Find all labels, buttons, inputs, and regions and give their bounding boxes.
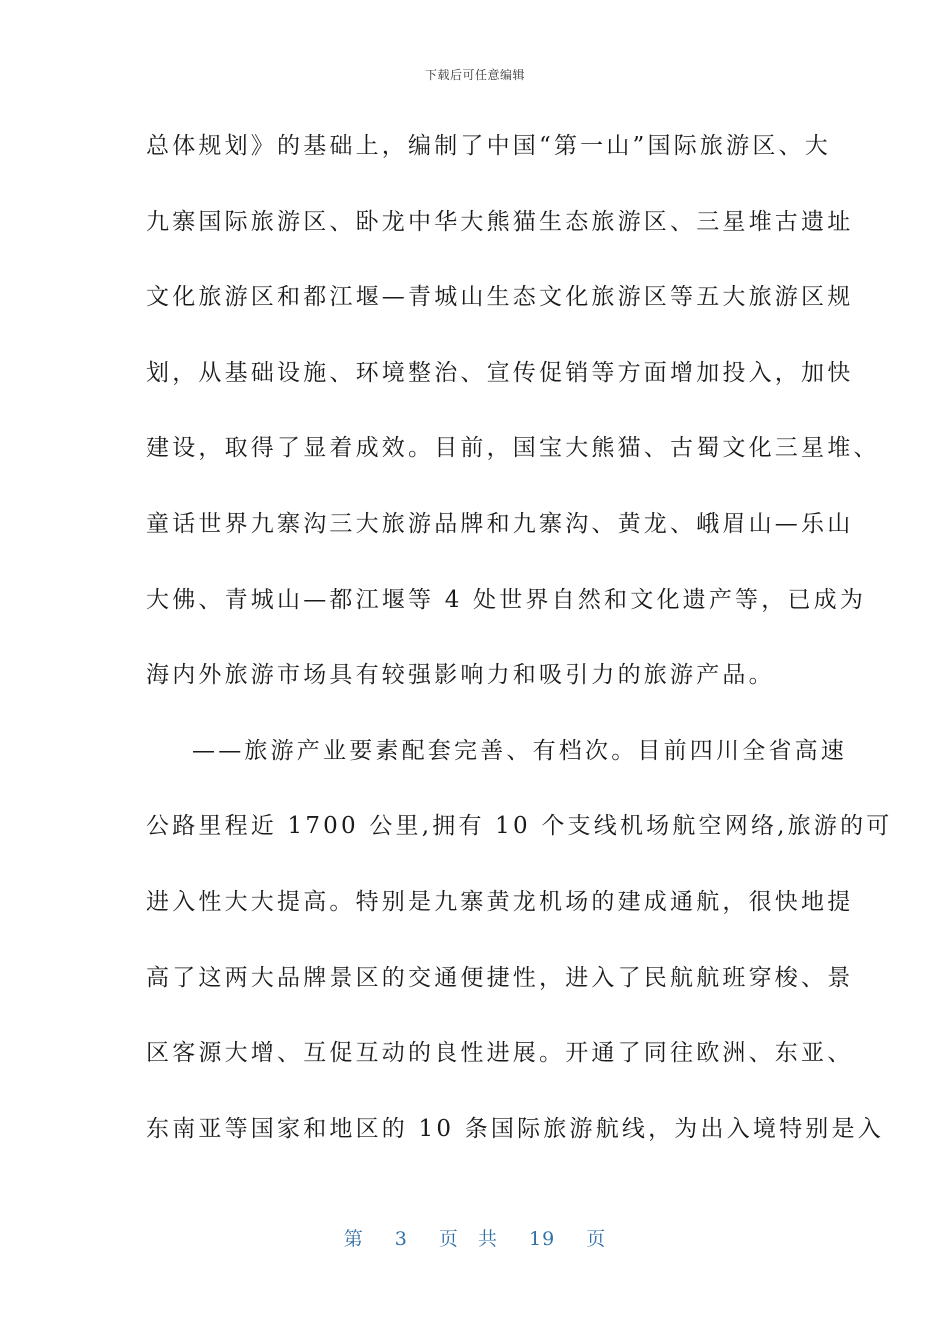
body-line-paragraph-start: ——旅游产业要素配套完善、有档次。目前四川全省高速 (192, 737, 847, 764)
body-line: 海内外旅游市场具有较强影响力和吸引力的旅游产品。 (146, 662, 775, 689)
body-line: 公路里程近 1700 公里,拥有 10 个支线机场航空网络,旅游的可 (146, 813, 893, 840)
body-line: 划，从基础设施、环境整治、宣传促销等方面增加投入，加快 (146, 359, 854, 386)
body-line: 童话世界九寨沟三大旅游品牌和九寨沟、黄龙、峨眉山—乐山 (146, 510, 854, 537)
body-line: 进入性大大提高。特别是九寨黄龙机场的建成通航，很快地提 (146, 888, 854, 915)
document-body (146, 120, 893, 1178)
body-line: 总体规划》的基础上，编制了中国“第一山”国际旅游区、大 (146, 133, 831, 159)
page-footer (0, 1224, 950, 1251)
body-line: 文化旅游区和都江堰—青城山生态文化旅游区等五大旅游区规 (146, 284, 854, 311)
body-line: 高了这两大品牌景区的交通便捷性，进入了民航航班穿梭、景 (146, 964, 854, 991)
body-line: 大佛、青城山—都江堰等 4 处世界自然和文化遗产等，已成为 (146, 586, 867, 613)
footer-current-page: 3 (394, 1228, 408, 1250)
footer-page-mid: 页 共 (438, 1228, 498, 1250)
footer-page-suffix: 页 (586, 1228, 607, 1250)
body-line: 九寨国际旅游区、卧龙中华大熊猫生态旅游区、三星堆古遗址 (146, 208, 854, 235)
page-header: 下载后可任意编辑 (424, 68, 525, 82)
footer-total-pages: 19 (529, 1228, 556, 1250)
footer-page-prefix: 第 (343, 1228, 364, 1250)
body-line: 建设，取得了显着成效。目前，国宝大熊猫、古蜀文化三星堆、 (146, 435, 880, 462)
body-line: 东南亚等国家和地区的 10 条国际旅游航线，为出入境特别是入 (146, 1115, 884, 1142)
body-line: 区客源大增、互促互动的良性进展。开通了同往欧洲、东亚、 (146, 1040, 854, 1067)
